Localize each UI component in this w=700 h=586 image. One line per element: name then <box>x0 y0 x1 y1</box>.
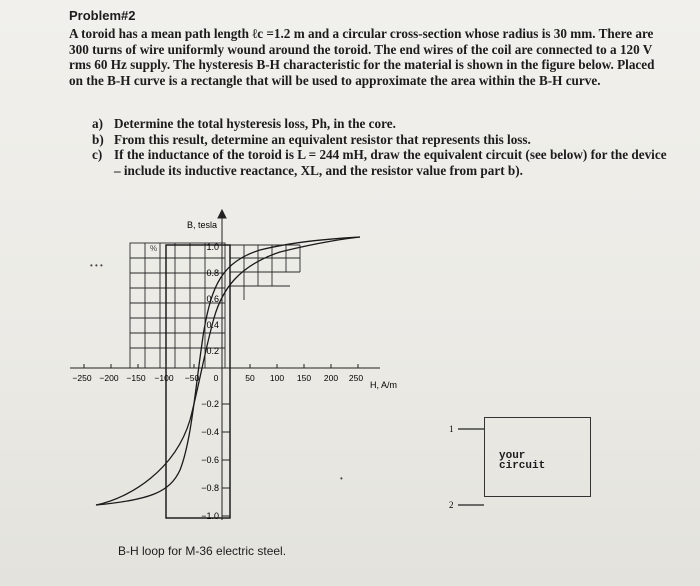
stray-mark: • <box>340 474 343 483</box>
question-text: From this result, determine an equivalent resistor that represents this loss. <box>114 131 531 147</box>
terminal-2-label: 2 <box>449 500 454 510</box>
circuit-wires <box>458 429 484 505</box>
stray-mark: • • • <box>90 261 103 270</box>
y-tick-label: −0.8 <box>201 483 219 493</box>
figure-caption: B-H loop for M-36 electric steel. <box>118 544 287 558</box>
x-tick-label: 200 <box>323 373 339 383</box>
hysteresis-curves <box>96 237 360 505</box>
question-label: a) <box>92 116 103 131</box>
question-label: c) <box>92 147 103 163</box>
y-tick-label: 1.0 <box>206 242 219 252</box>
question-text: Determine the total hysteresis loss, Ph, in the core. <box>114 116 396 131</box>
x-tick-label: 100 <box>269 373 285 383</box>
problem-title: Problem#2 <box>69 8 136 23</box>
y-tick-label: −0.6 <box>201 455 219 465</box>
x-tick-label: 250 <box>348 373 364 383</box>
terminal-1-label: 1 <box>449 424 454 434</box>
question-text: If the inductance of the toroid is L = 244 mH, draw the equivalent circuit (see below) for the device – include its inductive reactance, XL, and the resistor value from part b). <box>114 147 667 178</box>
y-tick-label: −1.0 <box>201 511 219 521</box>
y-tick-label: 0.8 <box>206 268 219 278</box>
y-tick-label: −0.2 <box>201 399 219 409</box>
x-tick-label: −50 <box>184 373 200 383</box>
circuit-label <box>499 451 545 471</box>
x-tick-label: −250 <box>72 373 92 383</box>
x-tick-label: 0 <box>213 373 219 383</box>
y-tick-label: −0.4 <box>201 427 219 437</box>
circuit-label-line-1: your <box>499 450 526 462</box>
y-axis-label: B, tesla <box>187 220 218 230</box>
question-label: b) <box>92 131 104 147</box>
x-tick-label: 150 <box>296 373 312 383</box>
x-tick-label: 50 <box>245 373 255 383</box>
y-tick-label: 0.4 <box>206 320 219 330</box>
stray-mark: % <box>150 244 158 253</box>
x-tick-label: −150 <box>126 373 146 383</box>
problem-paragraph: A toroid has a mean path length ℓc =1.2 m and a circular cross-section whose radius is 30 mm. There are 300 turns of wire uniformly wound around the toroid. The end wires of the coil are connected to a 120 V rms 60 Hz supply. The hysteresis B-H characteristic for the material is shown in the figure below. Placed on the B-H curve is a rectangle that will be used to approximate the area within the B-H curve. <box>69 26 655 88</box>
x-axis-label: H, A/m <box>370 380 398 390</box>
y-tick-label: 0.6 <box>206 294 219 304</box>
x-tick-label: −100 <box>154 373 174 383</box>
y-tick-label: 0.2 <box>206 346 219 356</box>
x-tick-label: −200 <box>99 373 119 383</box>
x-tick-labels <box>72 373 363 383</box>
circuit-label-line-2: circuit <box>499 460 546 472</box>
